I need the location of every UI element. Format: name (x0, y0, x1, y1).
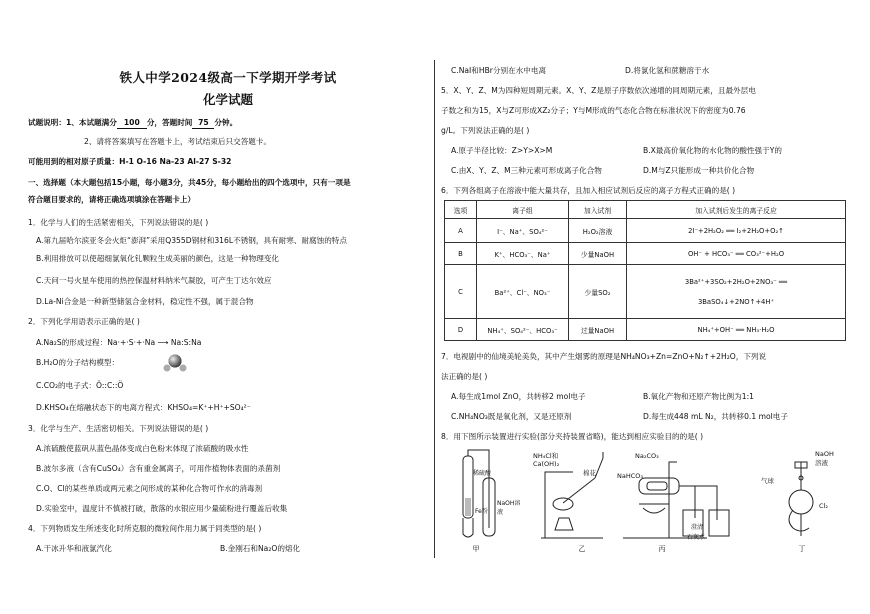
table-cell: B (445, 243, 477, 265)
fig-label: 石灰水 (687, 534, 706, 541)
table-cell: Ba²⁺、Cl⁻、NO₃⁻ (477, 265, 569, 319)
q3-stem: 3．化学与生产、生活密切相关。下列说法错误的是( ) (28, 424, 209, 433)
q5-option-a: A.原子半径比较：Z>Y>X>M (451, 146, 553, 155)
figure-ding (741, 448, 845, 554)
q5-stem-3: g/L。下列说法正确的是( ) (441, 126, 530, 135)
figure-bing (617, 448, 737, 554)
q3-option-b: B.波尔多液（含有CuSO₄）含有重金属离子，可用作植物体表面的杀菌剂 (36, 464, 281, 473)
q1-stem: 1．化学与人们的生活紧密相关，下列说法错误的是( ) (28, 218, 209, 227)
instructions-line-1: 试题说明：1、本试题满分 100 分，答题时间 75 分钟。 (28, 118, 238, 127)
fig-label: NH₄Cl和 (533, 452, 559, 460)
section-heading: 一、选择题（本大题包括15小题，每小题3分，共45分，每小题给出的四个选项中，只有一项是 (28, 178, 351, 187)
table-row (445, 319, 846, 341)
section-heading-2: 符合题目要求的，请将正确选项填涂在答题卡上） (28, 195, 196, 204)
table-header-row (445, 201, 846, 219)
fig-label: Na₂CO₃ (635, 452, 659, 460)
reaction-line-2: 3BaSO₄↓+2NO↑+4H⁺ (697, 297, 775, 306)
table-cell: 2I⁻+2H₂O₂ ══ I₂+2H₂O+O₂↑ (627, 219, 846, 243)
fig-label: NaHCO₃ (617, 472, 643, 480)
q3-option-d: D.实验室中，温度计不慎被打破，散落的水银应用少量硫粉进行覆盖后收集 (36, 504, 288, 513)
table-header: 加入试剂后发生的离子反应 (627, 201, 846, 219)
exam-subtitle: 化学试题 (202, 92, 253, 107)
fig-label: NaOH溶液 (497, 500, 521, 516)
reaction-line-1: 3Ba²⁺+3SO₂+2H₂O+2NO₃⁻ ══ (684, 277, 788, 286)
table-cell: 少量NaOH (569, 243, 627, 265)
table-cell: OH⁻ + HCO₃⁻ ══ CO₃²⁻+H₂O (627, 243, 846, 265)
fig-label: Cl₂ (819, 502, 828, 510)
q8-stem: 8．用下图所示装置进行实验(部分夹持装置省略)，能达到相应实验目的的是( ) (441, 432, 704, 441)
water-molecule-model (160, 352, 190, 374)
figure-yi (533, 448, 613, 554)
table-header: 选项 (445, 201, 477, 219)
fig-label: 澄清 (691, 524, 704, 531)
q1-option-d: D.La-Ni合金是一种新型储氢合金材料，稳定性不强，属于混合物 (36, 297, 254, 306)
fig-label: 气球 (761, 477, 774, 485)
fig-label: 稀硫酸 (473, 470, 492, 477)
q4-stem: 4．下列物质发生所述变化时所克服的微粒间作用力属于同类型的是( ) (28, 524, 262, 533)
q8-figures (445, 448, 845, 554)
q5-stem-2: 子数之和为15，X与Z可形成XZ₂分子；Y与M形成的气态化合物在标准状况下的密度为0.76 (441, 106, 746, 115)
q7-stem-2: 法正确的是( ) (441, 372, 488, 381)
table-cell: H₂O₂溶液 (569, 219, 627, 243)
q2-option-c: C.CO₂的电子式：Ö::C::Ö (36, 381, 124, 390)
table-cell: K⁺、HCO₃⁻、Na⁺ (477, 243, 569, 265)
q4-option-a: A.干冰升华和液氯汽化 (36, 544, 112, 553)
q4-option-c: C.NaI和HBr分别在水中电离 (451, 66, 547, 75)
table-cell: NH₄⁺、SO₄²⁻、HCO₃⁻ (477, 319, 569, 341)
q5-stem-1: 5．X、Y、Z、M为四种短周期元素。X、Y、Z是原子序数依次递增的同周期元素，且最外层电 (441, 86, 756, 95)
q5-option-c: C.由X、Y、Z、M三种元素可形成离子化合物 (451, 166, 602, 175)
table-cell: I⁻、Na⁺、SO₄²⁻ (477, 219, 569, 243)
fig-label: NaOH (815, 450, 834, 458)
q5-option-d: D.M与Z只能形成一种共价化合物 (643, 166, 755, 175)
left-column (28, 0, 428, 614)
apparatus-bing (617, 448, 737, 542)
fig-label: Fe粉 (475, 508, 488, 515)
q7-option-d: D.每生成448 mL N₂，共转移0.1 mol电子 (643, 412, 788, 421)
column-divider (434, 60, 435, 558)
q2-option-d: D.KHSO₄在熔融状态下的电离方程式：KHSO₄=K⁺+H⁺+SO₄²⁻ (36, 403, 251, 412)
table-row (445, 243, 846, 265)
right-column (441, 0, 851, 614)
q5-option-b: B.X最高价氧化物的水化物的酸性强于Y的 (643, 146, 782, 155)
q1-option-a: A.第九届哈尔滨亚冬会火炬“澎湃”采用Q355D钢材和316L不锈钢，具有耐寒、耐腐蚀的特点 (36, 236, 347, 245)
fig-label: 棉花 (583, 469, 596, 477)
q3-option-c: C.O、Cl的某些单质或两元素之间形成的某种化合物可作水的消毒剂 (36, 484, 263, 493)
table-row (445, 219, 846, 243)
fig-label: 溶液 (815, 459, 828, 467)
q4-option-b: B.金刚石和Na₂O的熔化 (220, 544, 301, 553)
q7-stem-1: 7．电视剧中的仙境美轮美奂，其中产生烟雾的原理是NH₄NO₃+Zn=ZnO+N₂↑+2H₂O，下列说 (441, 352, 767, 361)
table-cell: 少量SO₂ (569, 265, 627, 319)
table-cell: A (445, 219, 477, 243)
table-header: 离子组 (477, 201, 569, 219)
apparatus-ding (741, 448, 845, 542)
table-cell: NH₄⁺+OH⁻ ══ NH₃·H₂O (627, 319, 846, 341)
apparatus-jia (445, 448, 525, 542)
q4-option-d: D.将氯化氢和蔗糖溶于水 (625, 66, 710, 75)
figure-caption: 乙 (578, 545, 586, 553)
q1-option-c: C.天问一号火星车使用的热控保温材料纳米气凝胶，可产生丁达尔效应 (36, 276, 272, 285)
figure-caption: 丙 (658, 545, 666, 553)
exam-title: 铁人中学2024级高一下学期开学考试 (119, 70, 337, 85)
table-cell: D (445, 319, 477, 341)
q6-table (444, 200, 846, 341)
q2-option-b: B.H₂O的分子结构模型： (36, 358, 120, 367)
time-value: 75 (192, 118, 214, 129)
table-cell: 过量NaOH (569, 319, 627, 341)
table-cell: C (445, 265, 477, 319)
q7-option-b: B.氧化产物和还原产物比例为1:1 (643, 392, 754, 401)
q2-option-a: A.Na₂S的形成过程：Na·+·S·+·Na ⟶ Na:S:Na (36, 338, 202, 347)
score-value: 100 (117, 118, 147, 129)
atomic-masses: 可能用到的相对原子质量：H-1 O-16 Na-23 Al-27 S-32 (28, 157, 232, 166)
q2-stem: 2．下列化学用语表示正确的是( ) (28, 317, 140, 326)
q6-stem: 6．下列各组离子在溶液中能大量共存，且加入相应试剂后反应的离子方程式正确的是( ) (441, 186, 736, 195)
fig-label: Ca(OH)₂ (533, 460, 560, 468)
figure-caption: 甲 (472, 545, 480, 553)
q7-option-c: C.NH₄NO₃既是氧化剂，又是还原剂 (451, 412, 572, 421)
q7-option-a: A.每生成1mol ZnO，共转移2 mol电子 (451, 392, 586, 401)
q1-option-b: B.利用排放可以使超细氯氧化钆颗粒生成美丽的颜色，这是一种物理变化 (36, 254, 280, 263)
table-header: 加入试剂 (569, 201, 627, 219)
figure-jia (445, 448, 525, 554)
q3-option-a: A.浓硫酸使蓝矾从蓝色晶体变成白色粉末体现了浓硫酸的吸水性 (36, 444, 249, 453)
figure-caption: 丁 (798, 545, 806, 553)
table-row (445, 265, 846, 319)
instructions-line-2: 2、请将答案填写在答题卡上，考试结束后只交答题卡。 (84, 137, 272, 146)
table-cell (627, 265, 846, 319)
